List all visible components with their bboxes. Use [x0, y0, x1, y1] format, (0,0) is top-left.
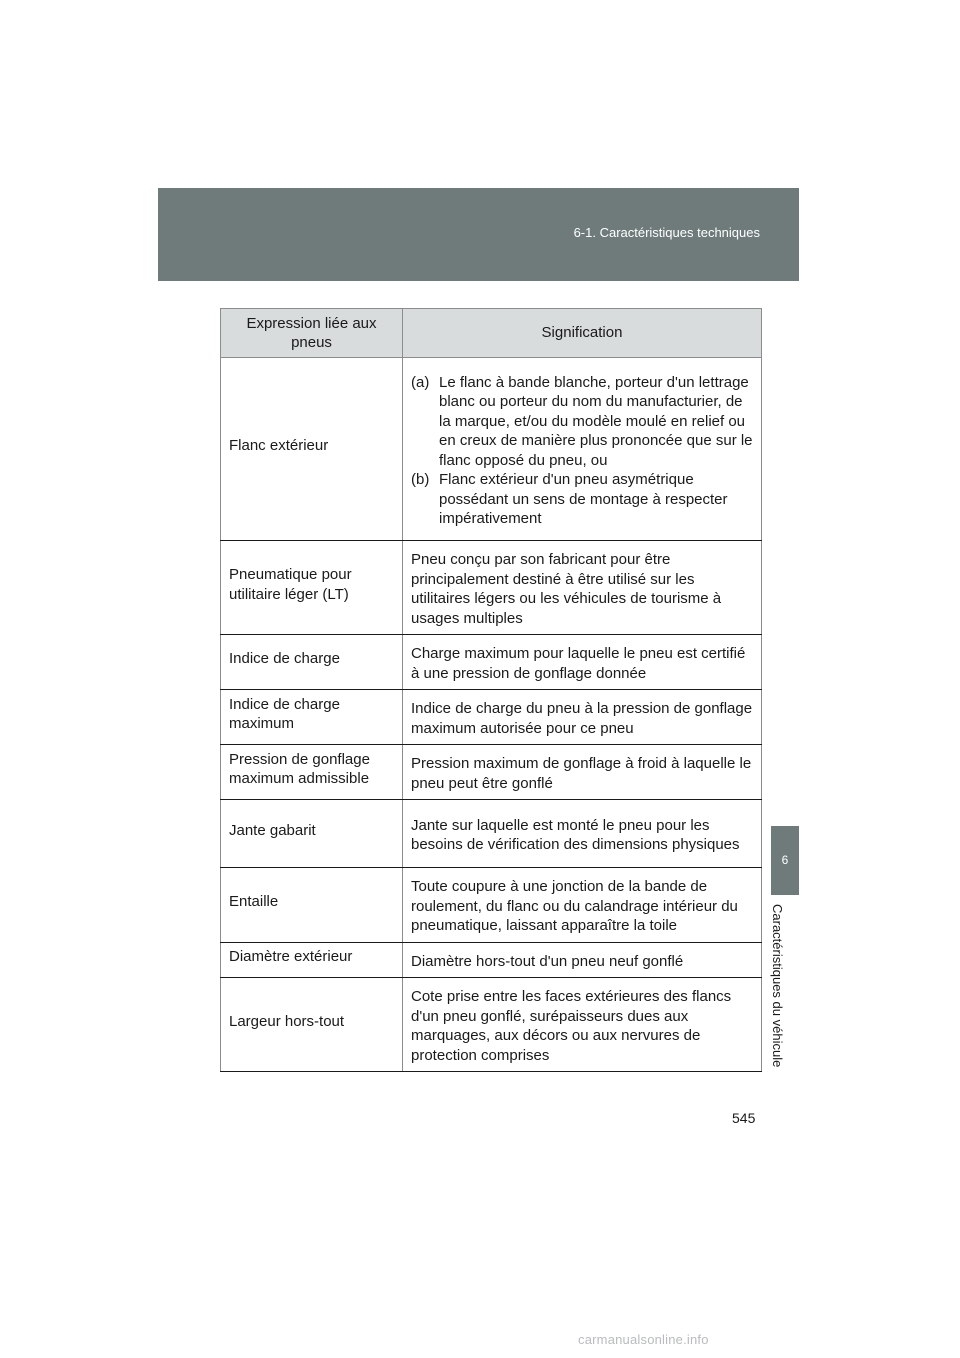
table-header-row [221, 309, 762, 358]
table-row [221, 800, 762, 868]
column-header-meaning: Signification [403, 309, 762, 358]
term-cell: Indice de charge [221, 635, 403, 690]
term-cell: Largeur hors-tout [221, 978, 403, 1072]
column-header-term: Expression liée aux pneus [221, 309, 403, 358]
meaning-cell: Charge maximum pour laquelle le pneu est certifié à une pression de gonflage donnée [403, 635, 762, 690]
meaning-cell: Jante sur laquelle est monté le pneu pour les besoins de vérification des dimensions physiques [403, 800, 762, 868]
term-cell: Pneumatique pour utilitaire léger (LT) [221, 541, 403, 635]
item-label: (b) [411, 471, 430, 488]
list-item [411, 373, 755, 471]
table-row [221, 358, 762, 541]
term-cell: Jante gabarit [221, 800, 403, 868]
chapter-number: 6 [781, 853, 789, 867]
table-row [221, 868, 762, 943]
term-cell: Flanc extérieur [221, 358, 403, 541]
meaning-cell [403, 358, 762, 541]
term-cell: Indice de charge maximum [221, 690, 403, 745]
list-item [411, 470, 755, 529]
meaning-cell: Diamètre hors-tout d'un pneu neuf gonflé [403, 942, 762, 978]
table-row [221, 690, 762, 745]
table-row [221, 635, 762, 690]
chapter-tab [771, 826, 799, 895]
table-row [221, 942, 762, 978]
meaning-cell: Cote prise entre les faces extérieures des flancs d'un pneu gonflé, surépaisseurs dues aux marquages, aux décors ou aux nervures de protection comprises [403, 978, 762, 1072]
meaning-cell: Pression maximum de gonflage à froid à laquelle le pneu peut être gonflé [403, 745, 762, 800]
section-header-band [158, 188, 799, 281]
term-cell: Entaille [221, 868, 403, 943]
term-cell: Pression de gonflage maximum admissible [221, 745, 403, 800]
page-number: 545 [732, 1110, 756, 1126]
item-text: Flanc extérieur d'un pneu asymétrique possédant un sens de montage à respecter impérativement [439, 471, 728, 527]
item-label: (a) [411, 373, 430, 391]
section-title: 6-1. Caractéristiques techniques [573, 225, 760, 240]
watermark: carmanualsonline.info [578, 1332, 709, 1347]
term-cell: Diamètre extérieur [221, 942, 403, 978]
table-row [221, 978, 762, 1072]
meaning-cell: Pneu conçu par son fabricant pour être principalement destiné à être utilisé sur les utilitaires légers ou les véhicules de tourisme à usages multiples [403, 541, 762, 635]
table-row [221, 745, 762, 800]
chapter-label: Caractéristiques du véhicule [770, 904, 785, 1068]
table-row [221, 541, 762, 635]
item-text: Le flanc à bande blanche, porteur d'un lettrage blanc ou porteur du nom du manufacturier, de la marque, et/ou du modèle moulé en relief ou en creux de manière plus prononcée que sur le flanc opposé du pneu, ou [439, 373, 753, 469]
meaning-cell: Indice de charge du pneu à la pression de gonflage maximum autorisée pour ce pneu [403, 690, 762, 745]
tire-terms-table [220, 308, 762, 1072]
meaning-cell: Toute coupure à une jonction de la bande de roulement, du flanc ou du calandrage intérieur du pneumatique, laissant apparaître la toile [403, 868, 762, 943]
